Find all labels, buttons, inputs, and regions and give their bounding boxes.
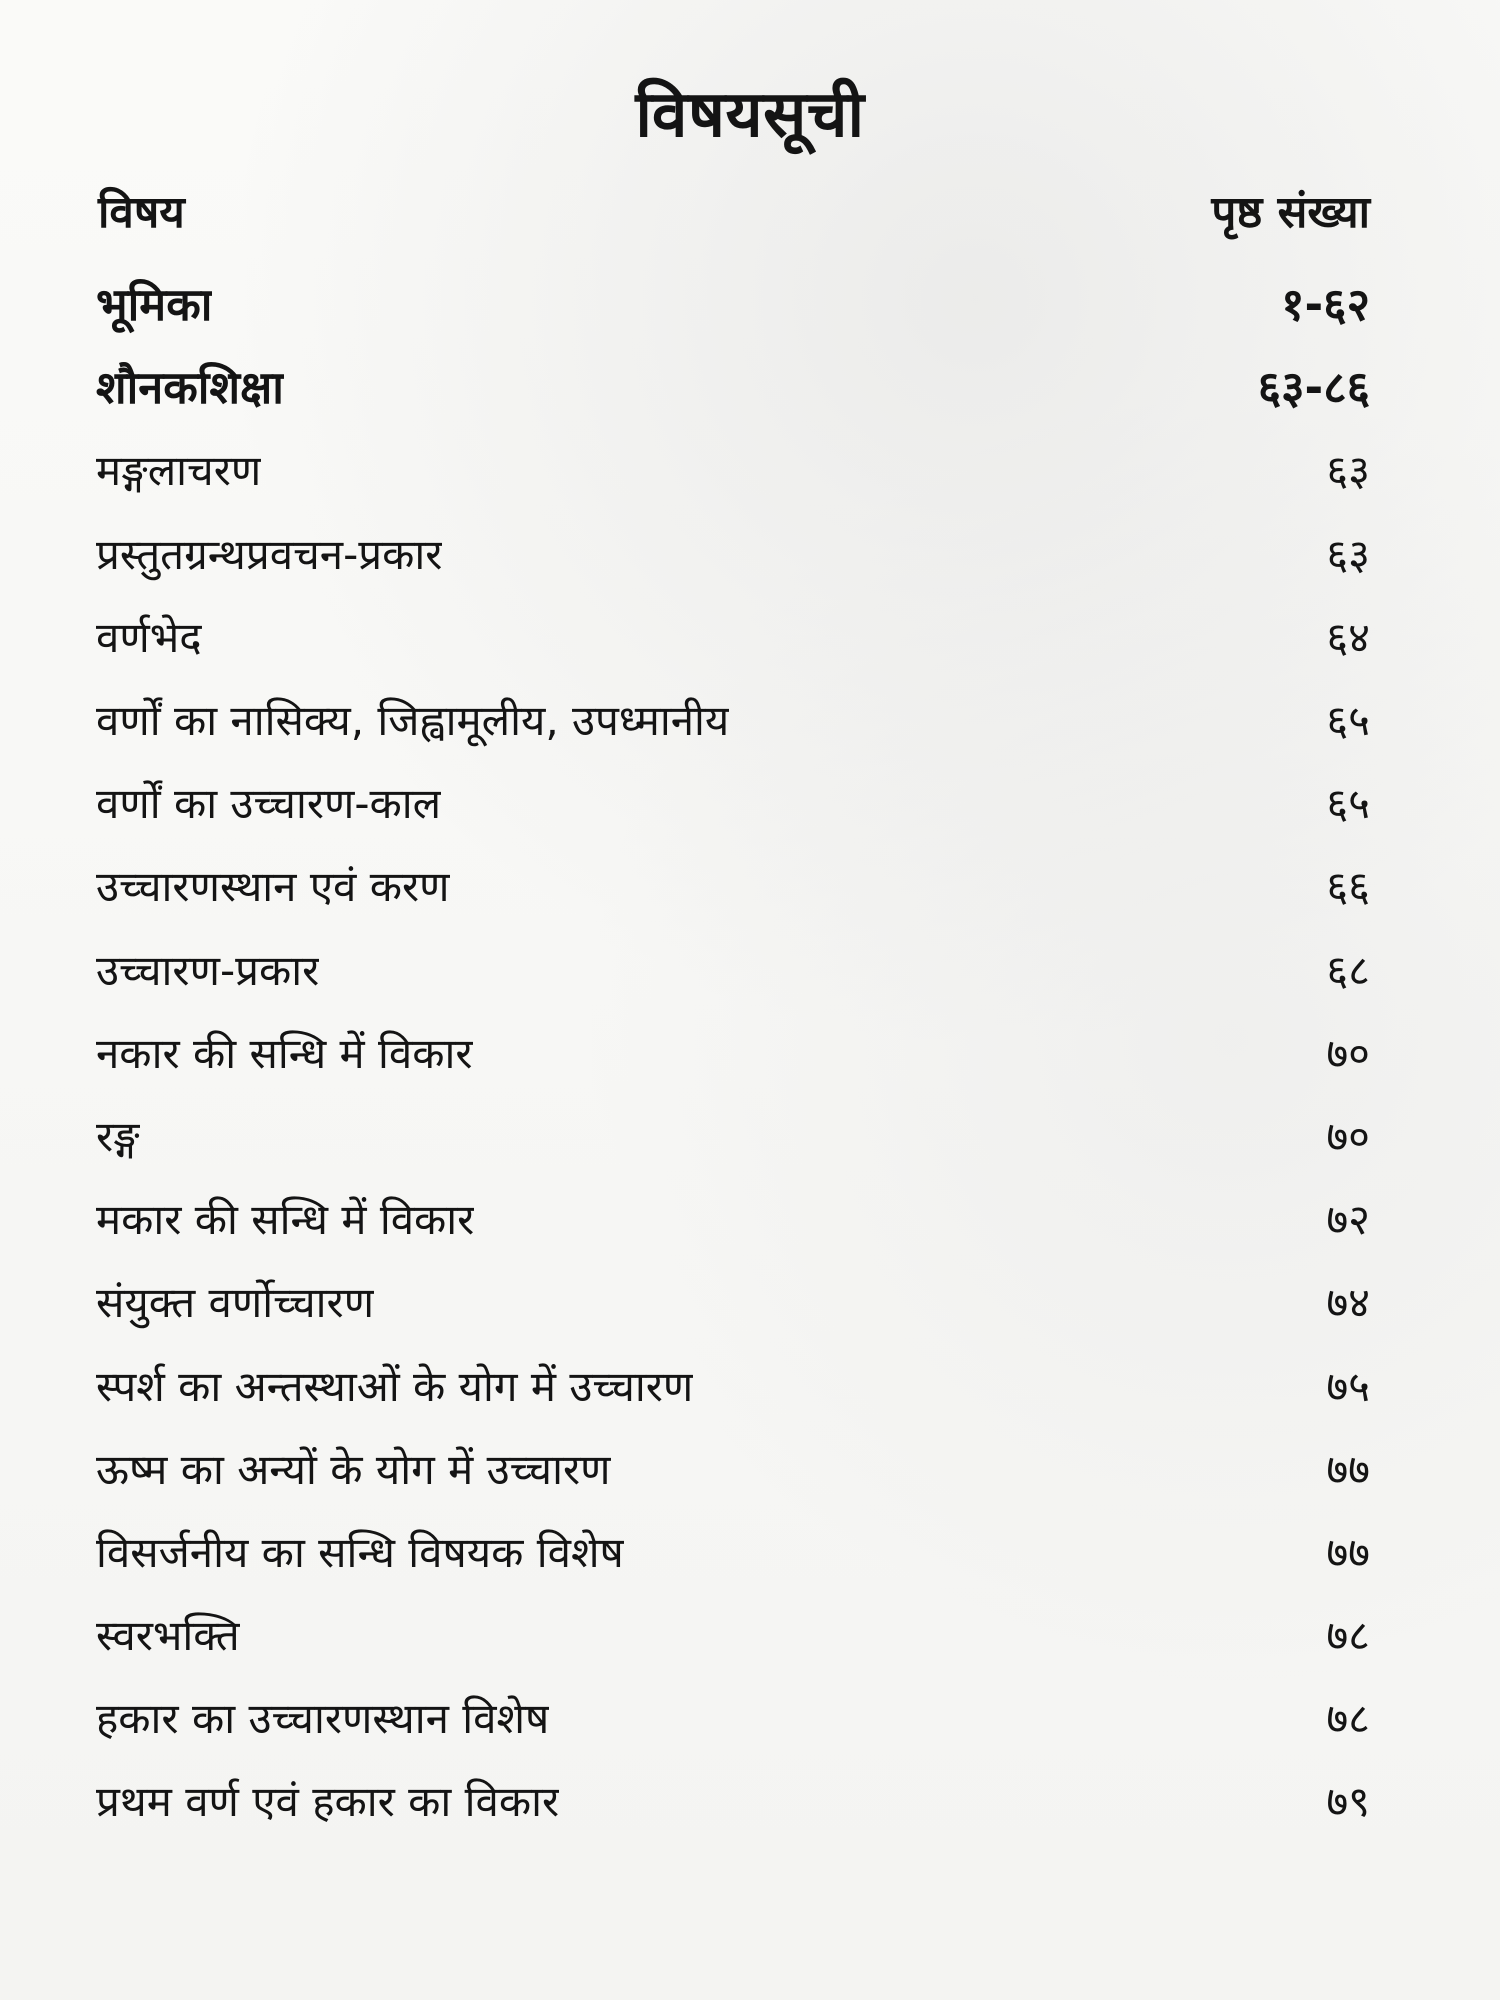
toc-entry	[96, 428, 1370, 511]
toc-entry-page: ६३	[1326, 529, 1370, 579]
toc-entry-page: ७०	[1326, 1028, 1370, 1078]
toc-entry-page: १-६२	[1281, 278, 1370, 332]
toc-entry-page: ६५	[1326, 779, 1370, 829]
toc-entry-page: ७७	[1326, 1527, 1370, 1577]
toc-entry-page: ६५	[1326, 696, 1370, 746]
toc-header-row	[98, 180, 1370, 240]
toc-entry-page: ७७	[1326, 1444, 1370, 1494]
toc-entry-page: ७०	[1326, 1111, 1370, 1161]
toc-entry-page: ७८	[1326, 1694, 1370, 1744]
toc-entry	[96, 1759, 1370, 1842]
toc-entry	[96, 844, 1370, 927]
toc-entry	[96, 512, 1370, 595]
toc-entry-page: ६३-८६	[1257, 361, 1370, 415]
toc-entry	[96, 1011, 1370, 1094]
toc-entry-title: वर्णभेद	[96, 612, 202, 662]
toc-entry	[96, 1593, 1370, 1676]
toc-entry-title: प्रस्तुतग्रन्थप्रवचन-प्रकार	[96, 529, 443, 579]
toc-entry	[96, 1510, 1370, 1593]
toc-entry-title: संयुक्त वर्णोच्चारण	[96, 1278, 375, 1328]
toc-entry-title: वर्णों का नासिक्य, जिह्वामूलीय, उपध्मानीय	[96, 696, 730, 746]
toc-entry	[96, 1427, 1370, 1510]
toc-entry-page: ७४	[1326, 1278, 1370, 1328]
toc-entry	[96, 345, 1370, 428]
toc-entry	[96, 928, 1370, 1011]
toc-entry-page: ७९	[1326, 1777, 1370, 1827]
toc-entry-title: मङ्गलाचरण	[96, 446, 262, 496]
page-number-header: पृष्ठ संख्या	[1211, 187, 1370, 238]
toc-entry-page: ६३	[1326, 446, 1370, 496]
subject-header: विषय	[98, 187, 185, 238]
toc-entry	[96, 595, 1370, 678]
toc-entry-page: ६४	[1326, 612, 1370, 662]
toc-entry-title: वर्णों का उच्चारण-काल	[96, 779, 442, 829]
toc-entry	[96, 761, 1370, 844]
toc-entry	[96, 1094, 1370, 1177]
page-title: विषयसूची	[635, 78, 865, 152]
toc-entry-title: शौनकशिक्षा	[96, 361, 284, 415]
toc-entry	[96, 1260, 1370, 1343]
toc-entry-title: ऊष्म का अन्यों के योग में उच्चारण	[96, 1444, 611, 1494]
toc-entry-title: नकार की सन्धि में विकार	[96, 1028, 473, 1078]
toc-entry	[96, 678, 1370, 761]
toc-entry-title: हकार का उच्चारणस्थान विशेष	[96, 1694, 550, 1744]
toc-entry-title: स्वरभक्ति	[96, 1611, 240, 1661]
toc-entry	[96, 1343, 1370, 1426]
toc-entry-title: मकार की सन्धि में विकार	[96, 1195, 475, 1245]
toc-entry-title: स्पर्श का अन्तस्थाओं के योग में उच्चारण	[96, 1361, 694, 1411]
toc-entry-page: ६८	[1326, 945, 1370, 995]
toc-entry-title: उच्चारण-प्रकार	[96, 945, 320, 995]
toc-entry-title: उच्चारणस्थान एवं करण	[96, 862, 450, 912]
toc-entry-page: ६६	[1326, 862, 1370, 912]
toc-entry-page: ७२	[1326, 1195, 1370, 1245]
toc-entry-page: ७८	[1326, 1611, 1370, 1661]
toc-entry	[96, 1676, 1370, 1759]
toc-entry-title: भूमिका	[96, 278, 213, 332]
table-of-contents	[96, 262, 1370, 1843]
toc-entry-title: प्रथम वर्ण एवं हकार का विकार	[96, 1777, 560, 1827]
toc-entry	[96, 1177, 1370, 1260]
toc-entry-page: ७५	[1326, 1361, 1370, 1411]
toc-entry	[96, 262, 1370, 345]
toc-entry-title: रङ्ग	[96, 1111, 140, 1161]
toc-entry-title: विसर्जनीय का सन्धि विषयक विशेष	[96, 1527, 624, 1577]
